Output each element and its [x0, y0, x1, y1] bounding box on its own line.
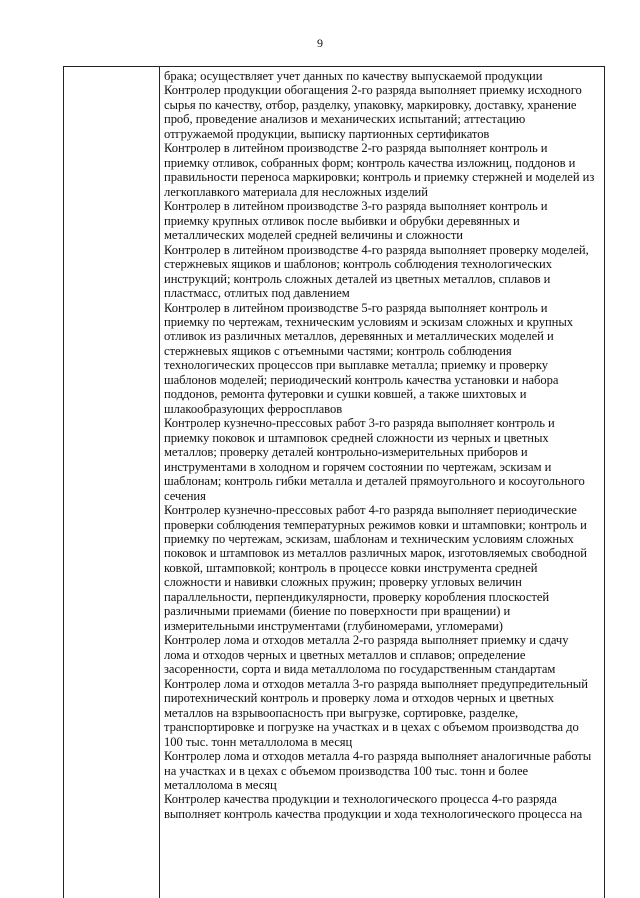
text-line: транспортировке и погрузке на участках и в цехах с объемом производства до — [164, 720, 579, 735]
text-line: Контролер качества продукции и технологического процесса 4-го разряда — [164, 792, 557, 807]
text-line: проб, проведение анализов и механических испытаний; аттестацию — [164, 112, 526, 127]
text-line: Контролер в литейном производстве 2-го разряда выполняет контроль и — [164, 141, 548, 156]
text-line: стержневых ящиков с отъемными частями; контроль соблюдения — [164, 343, 512, 358]
text-line: различными приемами (биение по поверхности при вращении) и — [164, 604, 511, 619]
text-line: 100 тыс. тонн металлолома в месяц — [164, 734, 353, 749]
text-line: измерительными инструментами (глубиномерами, угломерами) — [164, 618, 503, 633]
text-line: лома и отходов черных и цветных металлов и сплавов; определение — [164, 647, 526, 662]
text-line: металлов на взрывоопасность при выгрузке, сортировке, разделке, — [164, 705, 519, 720]
text-line: легкоплавкого материала для несложных изделий — [164, 184, 428, 199]
text-line: шаблонам; контроль гибки металла и деталей прямоугольного и косоугольного — [164, 474, 585, 489]
text-line: инструментами в холодном и горячем состоянии по чертежам, эскизам и — [164, 459, 552, 474]
text-line: Контролер в литейном производстве 4-го разряда выполняет проверку моделей, — [164, 242, 589, 257]
text-line: стержневых ящиков и шаблонов; контроль соблюдения технологических — [164, 257, 552, 272]
text-line: металлов; проверку деталей контрольно-измерительных приборов и — [164, 445, 528, 460]
text-line: на участках и в цехах с объемом производства 100 тыс. тонн и более — [164, 763, 529, 778]
text-line: брака; осуществляет учет данных по качеству выпускаемой продукции — [164, 69, 543, 83]
text-line: отгружаемой продукции, выписку партионных сертификатов — [164, 126, 490, 141]
text-line: металлолома в месяц — [164, 777, 277, 792]
text-line: Контролер кузнечно-прессовых работ 3-го разряда выполняет контроль и — [164, 416, 555, 431]
text-line: Контролер кузнечно-прессовых работ 4-го разряда выполняет периодические — [164, 503, 577, 518]
text-line: технологических процессов при выплавке металла; приемку и проверку — [164, 358, 549, 373]
text-line: засоренности, сорта и вида металлолома по государственным стандартам — [164, 662, 556, 677]
text-line: Контролер в литейном производстве 3-го разряда выполняет контроль и — [164, 199, 548, 214]
text-line: выполняет контроль качества продукции и хода технологического процесса на — [164, 806, 583, 821]
text-line: поддонов, ремонта футеровки и сушки ковшей, а также шихтовых и — [164, 387, 527, 402]
text-line: пиротехнический контроль и проверку лома и отходов черных и цветных — [164, 691, 554, 706]
text-line: параллельности, перпендикулярности, проверку коробления плоскостей — [164, 589, 550, 604]
page-number: 9 — [317, 36, 323, 50]
text-line: металлических моделей средней величины и сложности — [164, 228, 463, 243]
text-line: Контролер в литейном производстве 5-го разряда выполняет контроль и — [164, 300, 548, 315]
text-line: сырья по качеству, отбор, разделку, упаковку, маркировку, доставку, хранение — [164, 97, 577, 112]
text-line: сечения — [164, 488, 206, 503]
text-line: проверки соблюдения температурных режимов ковки и штамповки; контроль и — [164, 517, 587, 532]
text-line: приемку по чертежам, техническим условиям и эскизам сложных и крупных — [164, 314, 574, 329]
text-line: приемку по чертежам, эскизам, шаблонам и техническим условиям сложных — [164, 532, 574, 546]
text-line: приемку отливок, собранных форм; контроль качества изложниц, поддонов и — [164, 155, 576, 170]
text-line: сложности и навивки сложных пружин; проверку угловых величин — [164, 575, 522, 590]
text-line: приемку крупных отливок после выбивки и обрубки деревянных и — [164, 213, 520, 228]
right-column-cell — [164, 69, 604, 821]
column-divider — [159, 67, 160, 898]
text-line: Контролер лома и отходов металла 2-го разряда выполняет приемку и сдачу — [164, 633, 569, 648]
text-line: шлакообразующих ферросплавов — [164, 401, 343, 416]
text-line: поковок и штамповок из металлов различных марок, изготовляемых свободной — [164, 546, 587, 561]
text-line: пластмасс, отлитых под давлением — [164, 286, 350, 301]
text-line: Контролер продукции обогащения 2-го разряда выполняет приемку исходного — [164, 83, 582, 98]
text-line: шаблонов моделей; периодический контроль качества установки и набора — [164, 372, 559, 387]
text-line: Контролер лома и отходов металла 4-го разряда выполняет аналогичные работы — [164, 749, 592, 764]
text-line: инструкций; контроль сложных деталей из цветных металлов, сплавов и — [164, 271, 551, 286]
text-line: отливок из различных металлов, деревянных и металлических моделей и — [164, 329, 554, 344]
text-line: Контролер лома и отходов металла 3-го разряда выполняет предупредительный — [164, 676, 588, 691]
text-line: ковкой, штамповкой; контроль в процессе ковки инструмента средней — [164, 560, 538, 575]
document-table — [63, 66, 605, 898]
text-line: приемку поковок и штамповок средней сложности из черных и цветных — [164, 430, 549, 445]
text-line: правильности переноса маркировки; контроль и приемку стержней и моделей из — [164, 170, 595, 185]
